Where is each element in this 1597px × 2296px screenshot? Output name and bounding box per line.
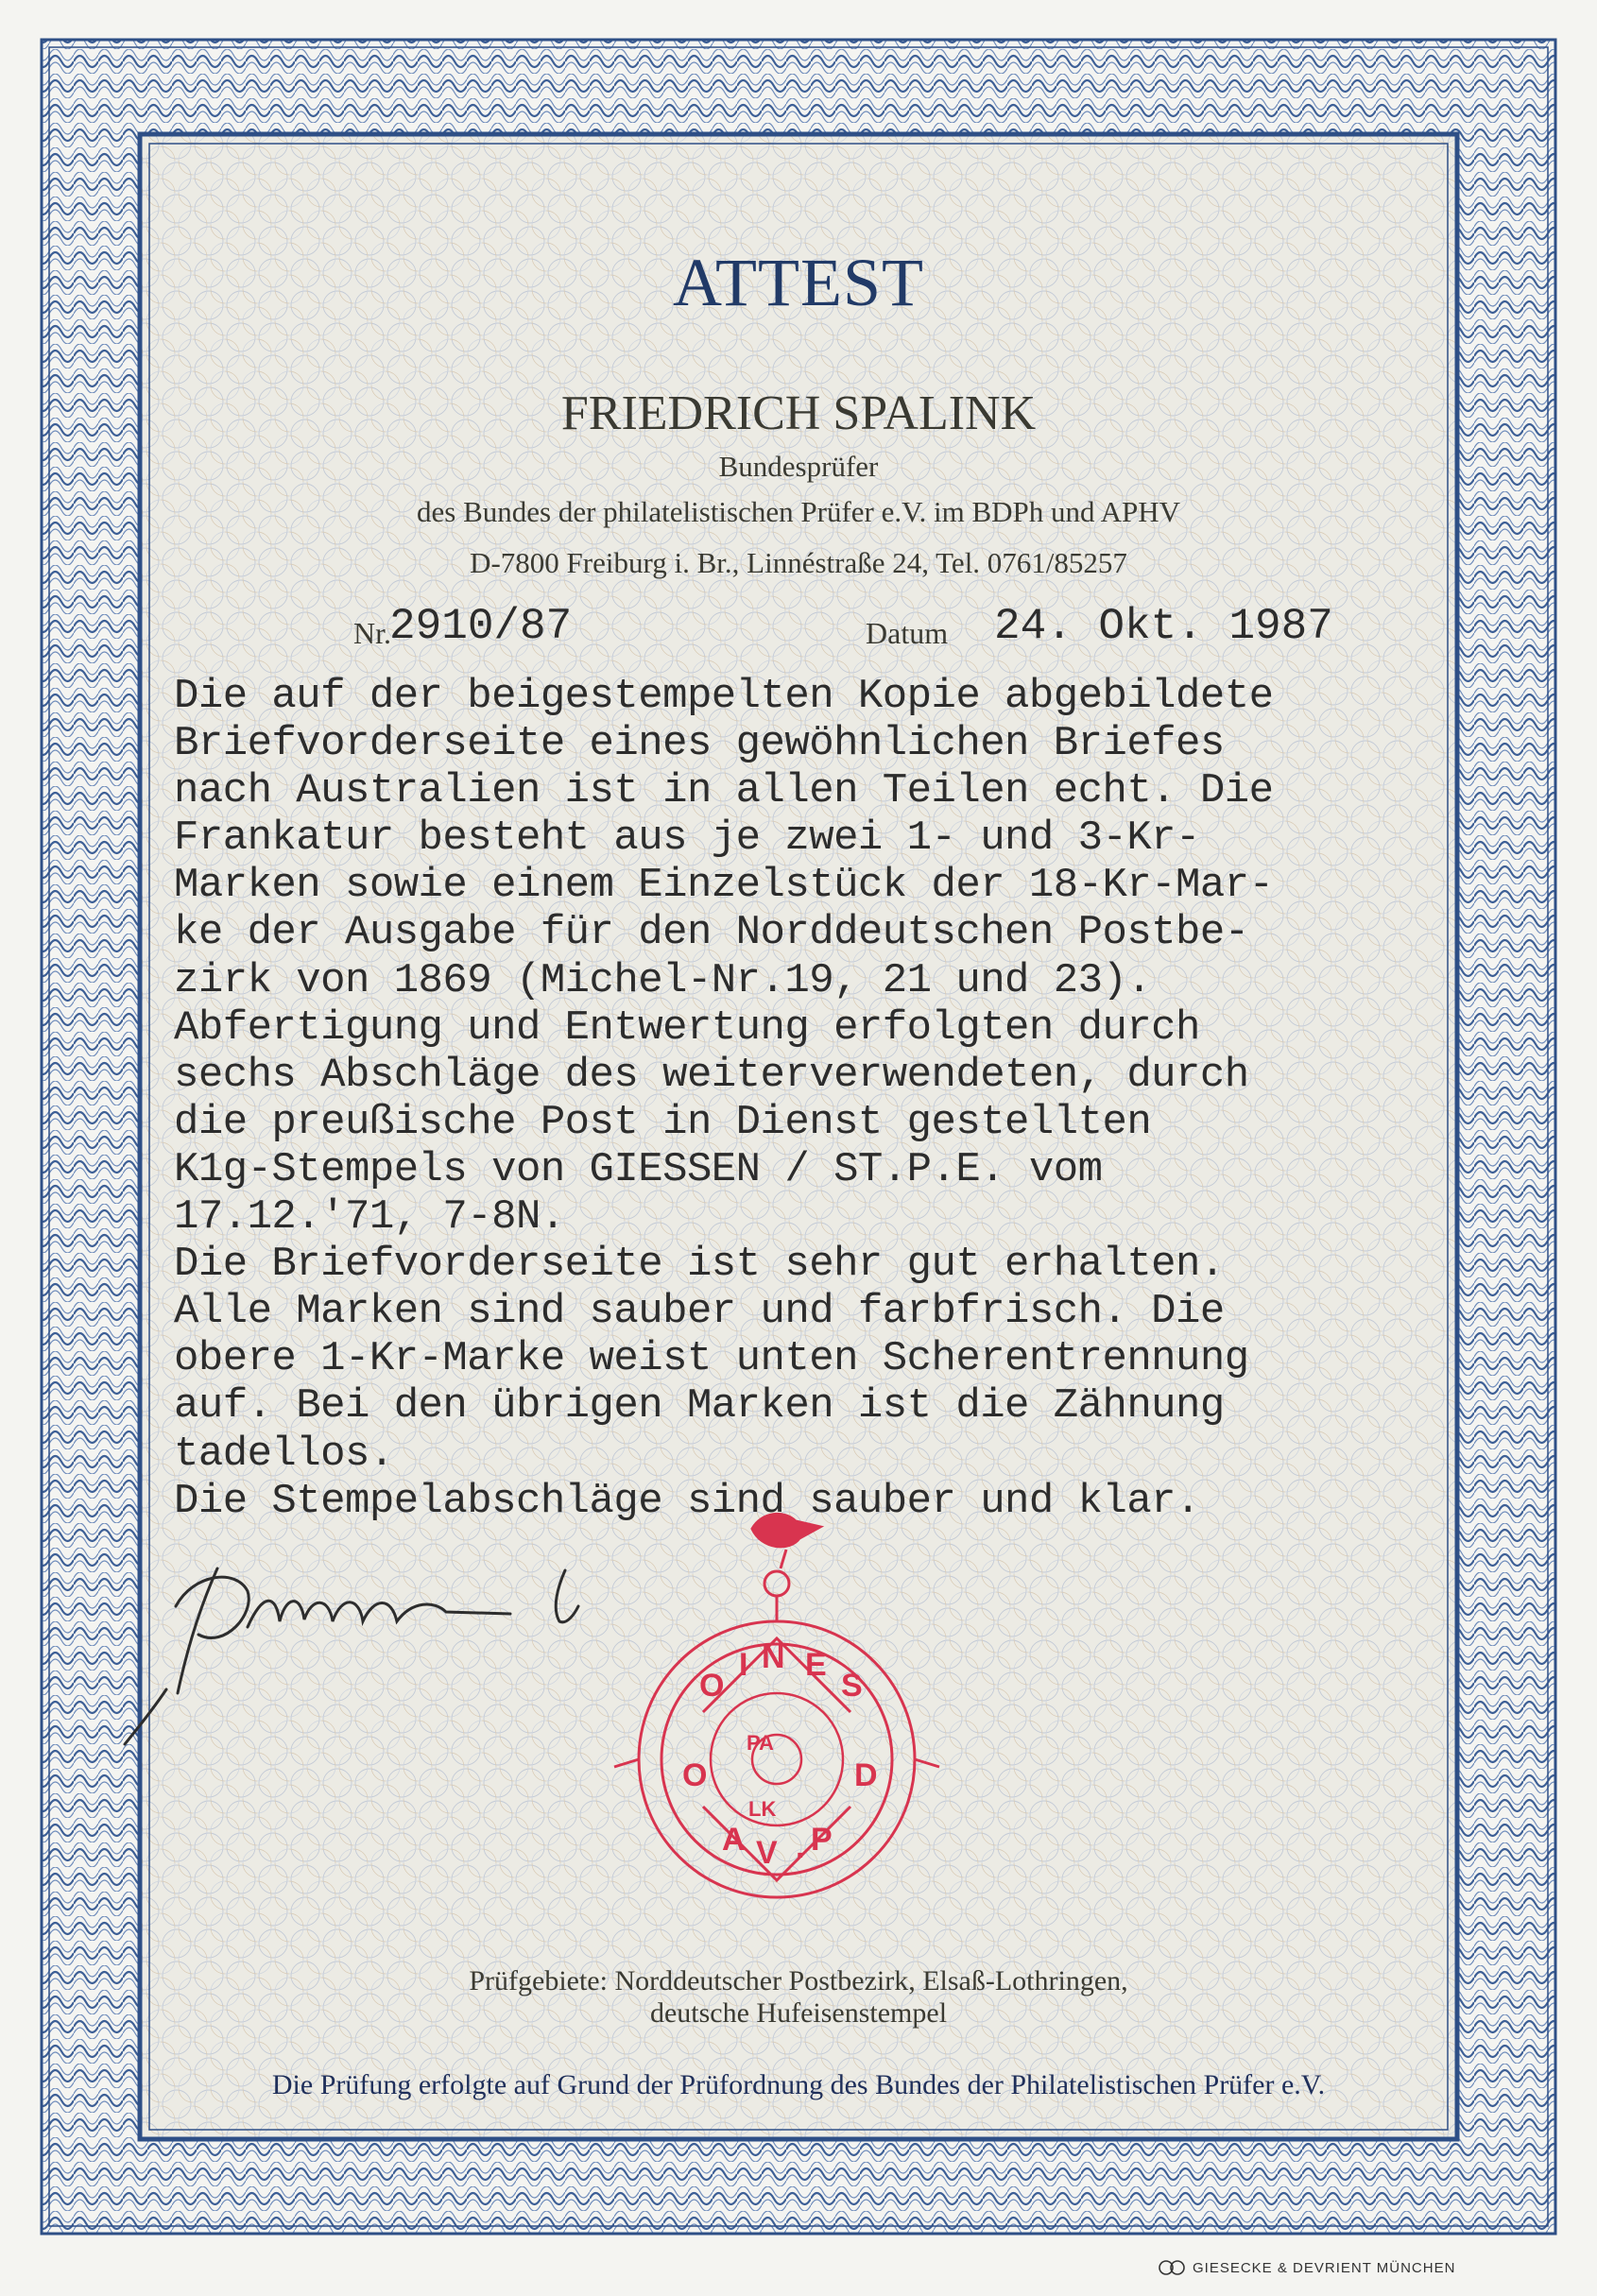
svg-text:V: V <box>756 1835 778 1871</box>
svg-text:E: E <box>805 1647 827 1683</box>
body-line: Die Briefvorderseite ist sehr gut erhalten. <box>174 1241 1225 1289</box>
body-line: sechs Abschläge des weiterverwendeten, durch <box>174 1051 1249 1099</box>
svg-text:I: I <box>739 1647 748 1683</box>
certificate-number: 2910/87 <box>389 602 573 651</box>
body-line: Abfertigung und Entwertung erfolgten durch <box>174 1003 1200 1052</box>
body-line: Frankatur besteht aus je zwei 1- und 3-Kr- <box>174 814 1200 863</box>
body-line: 17.12.'71, 7-8N. <box>174 1193 565 1242</box>
exam-regulation-footer: Die Prüfung erfolgte auf Grund der Prüfordnung des Bundes der Philatelistischen Prüfer e.V. <box>271 2069 1326 2100</box>
svg-text:N: N <box>762 1639 785 1675</box>
certificate-title: ATTEST <box>673 245 924 320</box>
body-line: nach Australien ist in allen Teilen echt. Die <box>174 767 1274 815</box>
body-line: die preußische Post in Dienst gestellten <box>174 1098 1152 1146</box>
body-line: obere 1-Kr-Marke weist unten Scherentrennung <box>174 1335 1249 1383</box>
examiner-role: Bundesprüfer <box>718 450 879 483</box>
svg-text:A: A <box>722 1822 746 1858</box>
body-line: Briefvorderseite eines gewöhnlichen Briefes <box>174 720 1225 768</box>
number-label: Nr. <box>353 616 391 650</box>
svg-text:O: O <box>682 1757 708 1793</box>
body-line: K1g-Stempels von GIESSEN / ST.P.E. vom <box>174 1145 1103 1193</box>
body-line: tadellos. <box>174 1430 394 1478</box>
certificate-date: 24. Okt. 1987 <box>994 602 1333 651</box>
body-line: Alle Marken sind sauber und farbfrisch. Die <box>174 1288 1225 1336</box>
body-line: ke der Ausgabe für den Norddeutschen Postbe- <box>174 909 1249 957</box>
svg-text:S: S <box>841 1668 863 1704</box>
address-line: D-7800 Freiburg i. Br., Linnéstraße 24, Tel. 0761/85257 <box>470 546 1127 579</box>
body-line: Die Stempelabschläge sind sauber und klar. <box>174 1477 1200 1525</box>
printer-mark: GIESECKE & DEVRIENT MÜNCHEN <box>1193 2260 1456 2276</box>
svg-text:.: . <box>796 1829 805 1865</box>
body-line: Die auf der beigestempelten Kopie abgebildete <box>174 673 1274 720</box>
date-label: Datum <box>866 616 949 650</box>
exam-areas <box>0 1965 1597 2030</box>
certificate-body-text <box>174 673 1459 1525</box>
svg-text:P: P <box>811 1822 833 1858</box>
body-line: auf. Bei den übrigen Marken ist die Zähnung <box>174 1382 1225 1431</box>
association-line: des Bundes der philatelistischen Prüfer e.V. im BDPh und APHV <box>417 495 1180 528</box>
svg-text:D: D <box>854 1757 878 1793</box>
body-line: Marken sowie einem Einzelstück der 18-Kr-Mar- <box>174 862 1274 910</box>
body-line: zirk von 1869 (Michel-Nr.19, 21 und 23). <box>174 956 1152 1004</box>
examiner-name: FRIEDRICH SPALINK <box>560 386 1037 440</box>
svg-text:LK: LK <box>748 1797 777 1821</box>
exam-areas-line-2: deutsche Hufeisenstempel <box>649 1997 948 2029</box>
svg-text:O: O <box>699 1668 725 1704</box>
exam-areas-line-1: Prüfgebiete: Norddeutscher Postbezirk, Elsaß-Lothringen, <box>469 1965 1128 1996</box>
svg-text:PA: PA <box>747 1731 774 1755</box>
